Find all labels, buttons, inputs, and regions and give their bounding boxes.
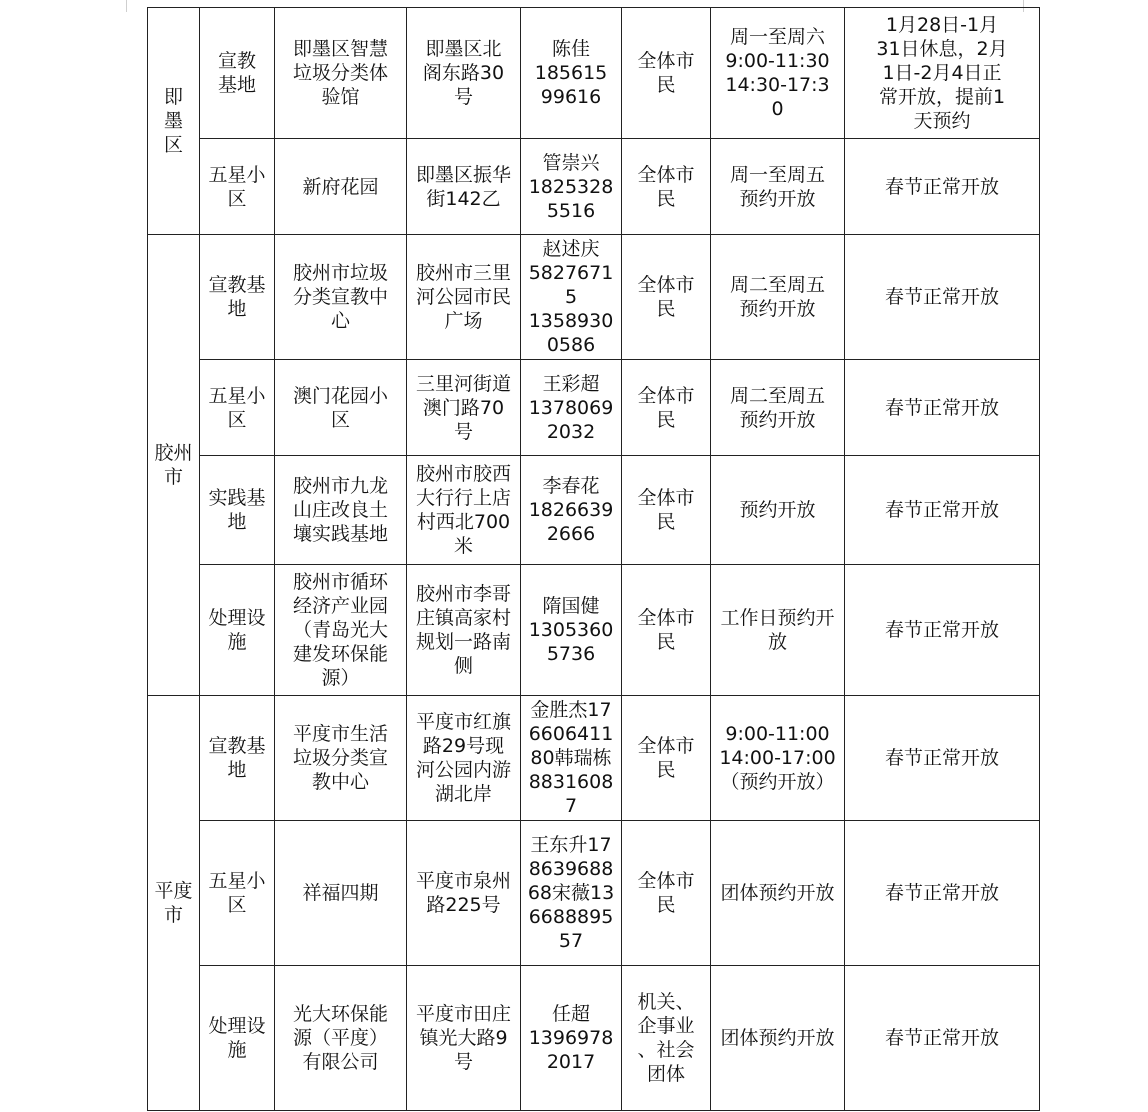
name-cell: 澳门花园小 区 xyxy=(275,360,407,456)
spring-festival-cell: 春节正常开放 xyxy=(845,696,1040,821)
table-row xyxy=(148,821,1040,966)
contact-cell: 任超 1396978 2017 xyxy=(521,966,622,1111)
audience-cell: 全体市 民 xyxy=(622,235,711,360)
contact-cell: 李春花 1826639 2666 xyxy=(521,456,622,565)
table-row xyxy=(148,696,1040,821)
name-cell: 新府花园 xyxy=(275,139,407,235)
spring-festival-cell: 春节正常开放 xyxy=(845,565,1040,696)
name-cell: 胶州市九龙 山庄改良土 壤实践基地 xyxy=(275,456,407,565)
table-row xyxy=(148,139,1040,235)
type-cell: 五星小 区 xyxy=(200,360,275,456)
type-cell: 处理设 施 xyxy=(200,565,275,696)
name-cell: 平度市生活 垃圾分类宣 教中心 xyxy=(275,696,407,821)
name-cell: 胶州市垃圾 分类宣教中 心 xyxy=(275,235,407,360)
hours-cell: 周二至周五 预约开放 xyxy=(711,235,845,360)
type-cell: 五星小 区 xyxy=(200,139,275,235)
contact-cell: 王彩超 1378069 2032 xyxy=(521,360,622,456)
facility-schedule-table xyxy=(147,7,1040,1111)
audience-cell: 全体市 民 xyxy=(622,139,711,235)
page-edge-left xyxy=(126,0,127,12)
audience-cell: 全体市 民 xyxy=(622,696,711,821)
table-row xyxy=(148,235,1040,360)
spring-festival-cell: 春节正常开放 xyxy=(845,139,1040,235)
hours-cell: 周二至周五 预约开放 xyxy=(711,360,845,456)
table-row xyxy=(148,8,1040,139)
hours-cell: 预约开放 xyxy=(711,456,845,565)
region-cell: 即 墨 区 xyxy=(148,8,200,235)
spring-festival-cell: 春节正常开放 xyxy=(845,360,1040,456)
hours-cell: 团体预约开放 xyxy=(711,966,845,1111)
spring-festival-cell: 春节正常开放 xyxy=(845,456,1040,565)
hours-cell: 工作日预约开 放 xyxy=(711,565,845,696)
address-cell: 胶州市胶西 大行行上店 村西北700 米 xyxy=(407,456,521,565)
address-cell: 胶州市李哥 庄镇高家村 规划一路南 侧 xyxy=(407,565,521,696)
spring-festival-cell: 春节正常开放 xyxy=(845,966,1040,1111)
hours-cell: 团体预约开放 xyxy=(711,821,845,966)
region-cell: 胶州 市 xyxy=(148,235,200,696)
spring-festival-cell: 1月28日-1月 31日休息，2月 1日-2月4日正 常开放，提前1 天预约 xyxy=(845,8,1040,139)
address-cell: 即墨区振华 街142乙 xyxy=(407,139,521,235)
address-cell: 三里河街道 澳门路70 号 xyxy=(407,360,521,456)
address-cell: 平度市泉州 路225号 xyxy=(407,821,521,966)
region-cell: 平度 市 xyxy=(148,696,200,1111)
type-cell: 宣教 基地 xyxy=(200,8,275,139)
type-cell: 处理设 施 xyxy=(200,966,275,1111)
table-row xyxy=(148,360,1040,456)
name-cell: 光大环保能 源（平度） 有限公司 xyxy=(275,966,407,1111)
hours-cell: 周一至周六 9:00-11:30 14:30-17:3 0 xyxy=(711,8,845,139)
type-cell: 实践基 地 xyxy=(200,456,275,565)
address-cell: 即墨区北 阁东路30 号 xyxy=(407,8,521,139)
audience-cell: 全体市 民 xyxy=(622,821,711,966)
type-cell: 宣教基 地 xyxy=(200,235,275,360)
spring-festival-cell: 春节正常开放 xyxy=(845,235,1040,360)
audience-cell: 全体市 民 xyxy=(622,456,711,565)
name-cell: 祥福四期 xyxy=(275,821,407,966)
contact-cell: 赵述庆 5827671 5 1358930 0586 xyxy=(521,235,622,360)
audience-cell: 机关、 企事业 、社会 团体 xyxy=(622,966,711,1111)
name-cell: 即墨区智慧 垃圾分类体 验馆 xyxy=(275,8,407,139)
contact-cell: 陈佳 185615 99616 xyxy=(521,8,622,139)
audience-cell: 全体市 民 xyxy=(622,360,711,456)
contact-cell: 金胜杰17 6606411 80韩瑞栋 8831608 7 xyxy=(521,696,622,821)
name-cell: 胶州市循环 经济产业园 （青岛光大 建发环保能 源） xyxy=(275,565,407,696)
audience-cell: 全体市 民 xyxy=(622,8,711,139)
contact-cell: 管崇兴 1825328 5516 xyxy=(521,139,622,235)
address-cell: 胶州市三里 河公园市民 广场 xyxy=(407,235,521,360)
contact-cell: 隋国健 1305360 5736 xyxy=(521,565,622,696)
address-cell: 平度市红旗 路29号现 河公园内游 湖北岸 xyxy=(407,696,521,821)
audience-cell: 全体市 民 xyxy=(622,565,711,696)
type-cell: 宣教基 地 xyxy=(200,696,275,821)
hours-cell: 周一至周五 预约开放 xyxy=(711,139,845,235)
type-cell: 五星小 区 xyxy=(200,821,275,966)
table-row xyxy=(148,565,1040,696)
hours-cell: 9:00-11:00 14:00-17:00 （预约开放） xyxy=(711,696,845,821)
address-cell: 平度市田庄 镇光大路9 号 xyxy=(407,966,521,1111)
table-row xyxy=(148,966,1040,1111)
table-row xyxy=(148,456,1040,565)
spring-festival-cell: 春节正常开放 xyxy=(845,821,1040,966)
contact-cell: 王东升17 8639688 68宋薇13 6688895 57 xyxy=(521,821,622,966)
